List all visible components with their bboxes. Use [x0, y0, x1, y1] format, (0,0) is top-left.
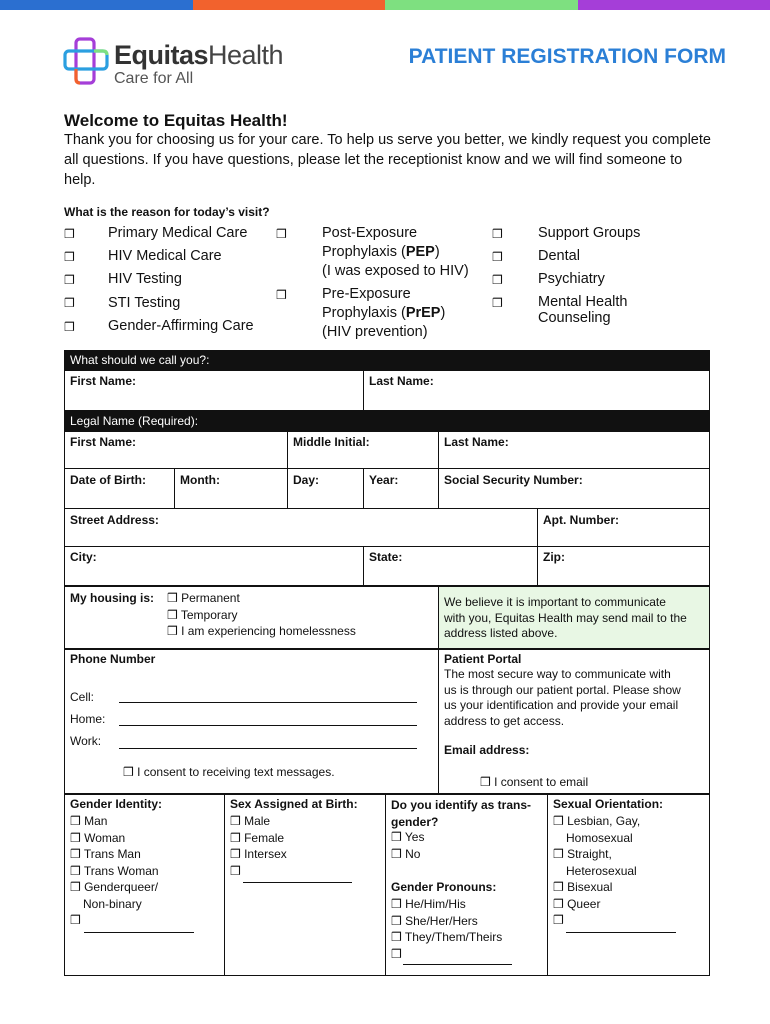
email-address-label: Email address: — [444, 743, 530, 757]
apt-number-label: Apt. Number: — [543, 513, 619, 527]
transgender-label-line1: Do you identify as trans- — [391, 798, 532, 812]
orientation-straight-text: Straight, — [567, 847, 612, 861]
preferred-last-name-label: Last Name: — [369, 374, 434, 388]
logo-tagline: Care for All — [114, 70, 194, 87]
trans-no-text: No — [405, 846, 421, 861]
mail-note — [444, 595, 687, 642]
form-title: PATIENT REGISTRATION FORM — [408, 45, 726, 68]
mail-note-line1: We believe it is important to communicate — [444, 595, 666, 609]
portal-desc-line2: us is through our patient portal. Please show — [444, 682, 681, 697]
work-input[interactable] — [119, 748, 417, 749]
orientation-heterosexual-text: Heterosexual — [566, 863, 637, 878]
prep-abbrev: PrEP — [405, 305, 441, 321]
zip-label: Zip: — [543, 550, 565, 564]
pep-line2a: Prophylaxis ( — [322, 244, 406, 260]
prep-line3: (HIV prevention) — [322, 324, 428, 340]
color-band-blue — [0, 0, 193, 10]
checkbox-sti-testing[interactable]: ❒ — [64, 296, 75, 310]
divider — [174, 468, 175, 508]
prep-line2a: Prophylaxis ( — [322, 305, 406, 321]
checkbox-hiv-care[interactable]: ❒ — [64, 250, 75, 264]
divider — [64, 546, 710, 547]
option-prep — [322, 285, 445, 342]
sex-option-male[interactable]: ❒ Male — [230, 814, 271, 828]
option-sti-testing: STI Testing — [108, 295, 181, 311]
transgender-label — [391, 797, 531, 830]
mail-note-line3: address listed above. — [444, 626, 558, 640]
checkbox-prep[interactable]: ❒ — [276, 288, 287, 302]
logo-name-part1: Equitas — [114, 40, 209, 70]
equitas-logo — [62, 36, 302, 91]
street-address-label: Street Address: — [70, 513, 159, 527]
prep-line1: Pre-Exposure — [322, 286, 411, 302]
logo-name-part2: Health — [208, 40, 284, 70]
home-input[interactable] — [119, 725, 417, 726]
divider — [363, 546, 364, 586]
intro-text: Thank you for choosing us for your care. To help us serve you better, we kindly request you complete all questions. If you have questions, please let the receptionist know and we will find someone to help. — [64, 132, 711, 188]
orientation-option-queer[interactable]: ❒ Queer — [553, 896, 601, 911]
sex-male-text: Male — [244, 814, 271, 828]
checkbox-support-groups[interactable]: ❒ — [492, 227, 503, 241]
pronoun-option-he[interactable]: ❒ He/Him/His — [391, 897, 466, 911]
orientation-lesbian-gay-text: Lesbian, Gay, — [567, 814, 641, 828]
pep-line2 — [322, 243, 469, 262]
divider — [438, 586, 439, 649]
preferred-first-name-label: First Name: — [70, 374, 137, 388]
mail-note-line2: with you, Equitas Health may send mail to the — [444, 610, 687, 625]
email-consent-text: I consent to email — [494, 775, 589, 789]
gender-option-other[interactable]: ❒ — [70, 913, 81, 927]
checkbox-primary-care[interactable]: ❒ — [64, 227, 75, 241]
portal-desc-line4: address to get access. — [444, 713, 565, 728]
text-consent-text: I consent to receiving text messages. — [137, 765, 335, 779]
pronoun-option-other[interactable]: ❒ — [391, 946, 402, 961]
patient-portal-label: Patient Portal — [444, 652, 522, 666]
sex-intersex-text: Intersex — [244, 847, 287, 861]
prep-line2 — [322, 304, 445, 323]
call-you-header: What should we call you?: — [64, 350, 710, 370]
logo-wordmark — [114, 40, 283, 71]
option-support-groups: Support Groups — [538, 225, 641, 241]
mental-line1: Mental Health — [538, 294, 628, 310]
gender-option-trans-woman[interactable]: ❒ Trans Woman — [70, 863, 159, 878]
housing-label: My housing is: — [70, 591, 154, 605]
pep-line2c: ) — [434, 244, 440, 260]
pronoun-he-text: He/Him/His — [405, 897, 466, 911]
divider — [224, 794, 225, 976]
cell-input[interactable] — [119, 702, 417, 703]
pep-abbrev: PEP — [405, 244, 435, 260]
checkbox-mental-health[interactable]: ❒ — [492, 296, 503, 310]
cross-logo-icon — [62, 36, 110, 86]
orientation-option-lesbian-gay[interactable]: ❒ Lesbian, Gay, — [553, 814, 641, 828]
orientation-option-bisexual[interactable]: ❒ Bisexual — [553, 880, 613, 894]
color-band-green — [385, 0, 578, 10]
phone-number-label: Phone Number — [70, 652, 156, 666]
divider — [385, 794, 386, 976]
option-hiv-care: HIV Medical Care — [108, 248, 222, 264]
divider — [363, 370, 364, 411]
housing-option-temporary[interactable]: ❒ Temporary — [167, 607, 238, 622]
option-mental-health — [538, 294, 627, 326]
trans-yes-text: Yes — [404, 830, 425, 844]
gender-options — [70, 813, 159, 929]
housing-options — [167, 590, 356, 640]
orientation-homosexual-text: Homosexual — [566, 830, 633, 845]
housing-temporary-text: Temporary — [180, 607, 238, 622]
checkbox-psychiatry[interactable]: ❒ — [492, 273, 503, 287]
gender-trans-woman-text: Trans Woman — [83, 863, 159, 878]
option-primary-care: Primary Medical Care — [108, 225, 248, 241]
orientation-other-input[interactable] — [566, 932, 676, 933]
gender-option-trans-man[interactable]: ❒ Trans Man — [70, 847, 141, 861]
orientation-option-straight[interactable]: ❒ Straight, — [553, 847, 612, 861]
sex-female-text: Female — [244, 830, 285, 845]
divider — [537, 508, 538, 586]
gender-other-input[interactable] — [84, 932, 194, 933]
sex-option-intersex[interactable]: ❒ Intersex — [230, 847, 287, 861]
housing-permanent-text: Permanent — [181, 591, 240, 605]
gender-genderqueer-text: Genderqueer/ — [84, 880, 159, 894]
option-hiv-testing: HIV Testing — [108, 271, 182, 287]
orientation-option-other[interactable]: ❒ — [553, 913, 564, 927]
mental-line2: Counseling — [538, 310, 611, 326]
gender-option-man[interactable]: ❒ Man — [70, 814, 108, 828]
legal-last-name-label: Last Name: — [444, 435, 509, 449]
text-consent[interactable]: ❒ I consent to receiving text messages. — [123, 765, 335, 779]
pep-line3: (I was exposed to HIV) — [322, 263, 469, 279]
sex-assigned-label: Sex Assigned at Birth: — [230, 797, 358, 811]
pronoun-she-text: She/Her/Hers — [405, 913, 478, 928]
middle-initial-label: Middle Initial: — [293, 435, 370, 449]
gender-man-text: Man — [84, 814, 108, 828]
sex-option-other[interactable]: ❒ — [230, 863, 241, 878]
orientation-bisexual-text: Bisexual — [567, 880, 613, 894]
divider — [64, 508, 710, 509]
pronouns-label: Gender Pronouns: — [391, 880, 497, 894]
top-color-bar — [0, 0, 770, 10]
pronoun-other-input[interactable] — [403, 964, 512, 965]
checkbox-dental[interactable]: ❒ — [492, 250, 503, 264]
checkbox-gender-affirming[interactable]: ❒ — [64, 320, 75, 334]
home-label: Home: — [70, 712, 106, 726]
year-label: Year: — [369, 473, 399, 487]
portal-description — [444, 667, 681, 729]
divider — [287, 431, 288, 468]
gender-nonbinary-text: Non-binary — [83, 896, 142, 911]
divider — [438, 649, 439, 794]
portal-desc-line1: The most secure way to communicate with — [444, 667, 671, 681]
divider — [287, 468, 288, 508]
option-pep — [322, 224, 469, 281]
city-label: City: — [70, 550, 97, 564]
legal-first-name-label: First Name: — [70, 435, 137, 449]
checkbox-pep[interactable]: ❒ — [276, 227, 287, 241]
work-label: Work: — [70, 734, 102, 748]
gender-identity-label: Gender Identity: — [70, 797, 163, 811]
option-dental: Dental — [538, 248, 580, 264]
option-psychiatry: Psychiatry — [538, 271, 605, 287]
portal-desc-line3: us your identification and provide your email — [444, 698, 679, 712]
housing-option-homeless[interactable]: ❒ I am experiencing homelessness — [167, 624, 356, 638]
day-label: Day: — [293, 473, 320, 487]
ssn-label: Social Security Number: — [444, 473, 583, 487]
legal-name-header: Legal Name (Required): — [64, 411, 710, 431]
sexual-orientation-label: Sexual Orientation: — [553, 797, 664, 811]
option-gender-affirming: Gender-Affirming Care — [108, 318, 254, 334]
gender-option-woman[interactable]: ❒ Woman — [70, 830, 126, 845]
gender-option-genderqueer[interactable]: ❒ Genderqueer/ — [70, 880, 159, 894]
color-band-orange — [193, 0, 386, 10]
sex-options — [230, 813, 287, 879]
divider — [438, 431, 439, 508]
divider — [64, 468, 710, 469]
sex-other-input[interactable] — [243, 882, 352, 883]
pronoun-they-text: They/Them/Theirs — [404, 930, 503, 944]
transgender-options — [391, 829, 424, 862]
trans-option-no[interactable]: ❒ No — [391, 846, 421, 861]
gender-trans-man-text: Trans Man — [83, 847, 141, 861]
prep-line2c: ) — [440, 305, 446, 321]
housing-option-permanent[interactable]: ❒ Permanent — [167, 591, 240, 605]
trans-option-yes[interactable]: ❒ Yes — [391, 830, 425, 844]
divider — [363, 468, 364, 508]
orientation-queer-text: Queer — [567, 896, 601, 911]
divider — [547, 794, 548, 976]
gender-woman-text: Woman — [84, 830, 126, 845]
pronoun-options — [391, 896, 502, 962]
dob-label: Date of Birth: — [70, 473, 146, 487]
color-band-purple — [578, 0, 770, 10]
cell-label: Cell: — [70, 690, 95, 704]
email-consent[interactable]: ❒ I consent to email — [480, 775, 589, 789]
pronoun-option-they[interactable]: ❒ They/Them/Theirs — [391, 930, 503, 944]
pronoun-option-she[interactable]: ❒ She/Her/Hers — [391, 913, 478, 928]
month-label: Month: — [180, 473, 220, 487]
visit-reason-question: What is the reason for today’s visit? — [64, 205, 270, 219]
pep-line1: Post-Exposure — [322, 225, 418, 241]
orientation-options — [553, 813, 640, 929]
state-label: State: — [369, 550, 403, 564]
transgender-label-line2: gender? — [391, 814, 439, 829]
welcome-heading: Welcome to Equitas Health! — [64, 111, 288, 130]
checkbox-hiv-testing[interactable]: ❒ — [64, 273, 75, 287]
sex-option-female[interactable]: ❒ Female — [230, 830, 285, 845]
housing-homeless-text: I am experiencing homelessness — [181, 624, 356, 638]
